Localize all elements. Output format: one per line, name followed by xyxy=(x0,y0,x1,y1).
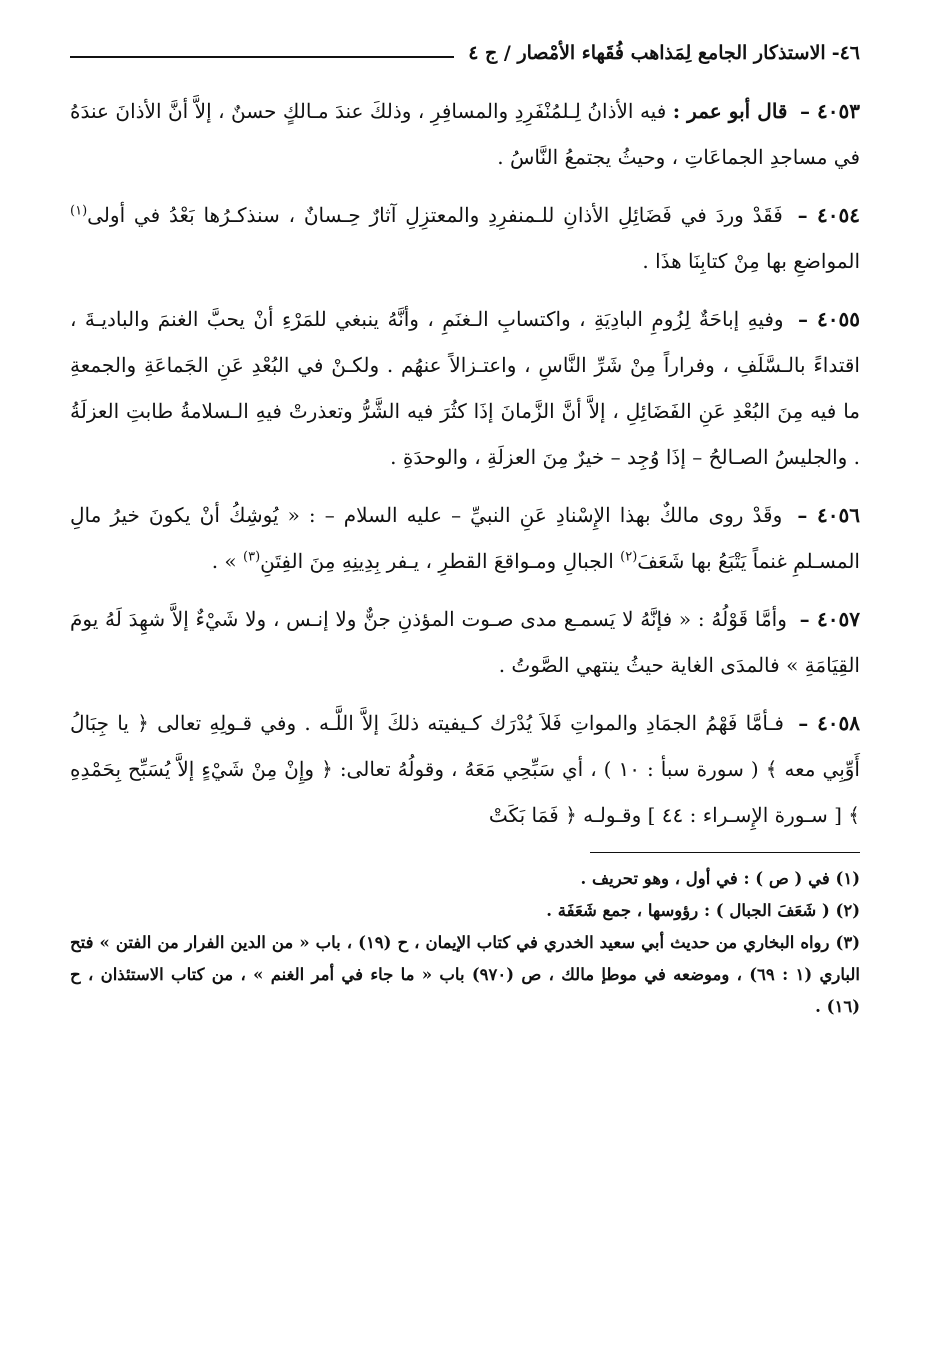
footnote-3: (٣) رواه البخاري من حديث أبي سعيد الخدري في كتاب الإيمان ، ح (١٩) ، باب « من الدين الفرار من الفتن » فتح الباري (١ : ٦٩) ، وموضعه في موطإ مالك ، ص (٩٧٠) باب « ما جاء في أمر الغنم » ، من كتاب الاستئذان ، ح (١٦) . xyxy=(70,933,860,1016)
document-page xyxy=(70,36,860,1023)
paragraph-4054 xyxy=(70,192,860,284)
paragraph-text: الجبالِ ومـواقعَ القطرِ ، يـفر بِدِينِهِ مِنَ الفِتَنِ xyxy=(260,549,614,573)
paragraph-text: وأمَّا قَوْلُهُ : « فإنَّهُ لا يَسمـع مدى صـوت المؤذنِ جنٌّ ولا إنـس ، ولا شَيْءٌ إلاَّ شهِدَ لَهُ يومَ القِيَامَةِ » فالمدَى الغاية حيثُ ينتهي الصَّوتُ . xyxy=(70,607,860,677)
header-rule xyxy=(70,56,454,58)
running-header xyxy=(70,36,860,70)
footnote-1: (١) في ( ص ) : في أول ، وهو تحريف . xyxy=(580,869,860,888)
paragraph-text: وفيهِ إباحَةٌ لِزُومِ البادِيَةِ ، واكتسابِ الـغنَمِ ، وأنَّهُ ينبغي للمَرْءِ أنْ يحبَّ الغنمَ والباديـةَ ، اقتداءً بالـسَّلَفِ ، وفراراً مِنْ شَرِّ النَّاسِ ، واعتـزالاً عنهُم . ولكـنْ في البُعْدِ عَنِ الجَماعَةِ والجمعةِ ما فيه مِنَ البُعْدِ عَنِ الفَضَائِلِ ، إلاَّ أنَّ الزَّمانَ إذَا كثُرَ فيه الشَّرُّ وتعذرتْ فيهِ الـسلامةُ طابتِ العزلَةُ . والجليسُ الصـالحُ – إذَا وُجِد – خيرٌ مِنَ العزلَةِ ، والوحدَةِ . xyxy=(70,307,860,469)
footnote-marker: (٣) xyxy=(243,549,261,565)
page-number: ٤٦- xyxy=(831,42,860,64)
paragraph-number: ٤٠٥٤ – xyxy=(797,203,861,227)
paragraph-number: ٤٠٥٧ – xyxy=(799,607,861,631)
paragraph-number: ٤٠٥٥ – xyxy=(798,307,860,331)
paragraph-number: ٤٠٥٦ – xyxy=(797,503,861,527)
paragraph-4057 xyxy=(70,596,860,688)
paragraph-4055 xyxy=(70,296,860,480)
paragraph-text: » . xyxy=(211,549,237,573)
footnotes xyxy=(70,863,860,1023)
footnote-marker: (٢) xyxy=(620,549,638,565)
footnote-marker: (١) xyxy=(70,203,88,219)
paragraph-4056 xyxy=(70,492,860,584)
footnote-separator xyxy=(590,852,860,853)
paragraph-lead: قال أبو عمر : xyxy=(672,99,788,123)
paragraph-text: فـأمَّا فَهْمُ الجمَادِ والمواتِ فَلاَ يُدْرَك كـيفيته ذلكَ إلاَّ اللَّـه . وفي قـولِهِ تعالى ﴿ يا جِبَالُ أَوِّبِي معه ﴾ ( سورة سبأ : ١٠ ) ، أي سَبِّحِي مَعَهُ ، وقولُهُ تعالى: ﴿ وإِنْ مِنْ شَيْءٍ إلاَّ يُسَبِّح بِحَمْدِهِ ﴾ [ سـورة الإِسـراء : ٤٤ ] وقـولـه ﴿ فَمَا بَكَتْ xyxy=(70,711,860,827)
paragraph-number: ٤٠٥٣ – xyxy=(799,99,861,123)
paragraph-text: وقَدْ روى مالكٌ بهذا الإِسْنادِ عَنِ النبيِّ – عليه السلام – : « يُوشِكُ أنْ يكونَ خيرُ مالِ المسـلمِ غنماً يَتْبَعُ بها شَعَفَ xyxy=(70,503,860,573)
paragraph-4058 xyxy=(70,700,860,838)
paragraph-text: فيه الأذانُ لِـلمُنْفَرِدِ والمسافِرِ ، وذلكَ عندَ مـالكٍ حسنٌ ، إلاَّ أنَّ الأذانَ عندَهُ في مساجدِ الجماعَاتِ ، وحيثُ يجتمعُ النَّاسُ . xyxy=(70,99,860,169)
book-title: الاستذكار الجامع لِمَذاهب فُقَهاء الأمْصار / ج ٤ xyxy=(468,42,826,64)
paragraph-4053 xyxy=(70,88,860,180)
main-text xyxy=(70,88,860,838)
paragraph-text: المواضعِ بها مِنْ كتابِنَا هذَا . xyxy=(642,249,860,273)
paragraph-number: ٤٠٥٨ – xyxy=(798,711,861,735)
paragraph-text: فَقَدْ وردَ في فَضَائِلِ الأذانِ للـمنفرِدِ والمعتزِلِ آثارٌ حِـسانٌ ، سنذكـرُها بَعْدُ في أولى xyxy=(87,203,783,227)
footnote-2: (٢) ( شَعَفَ الجبال ) : رؤوسها ، جمع شَعَفَة . xyxy=(546,901,860,920)
